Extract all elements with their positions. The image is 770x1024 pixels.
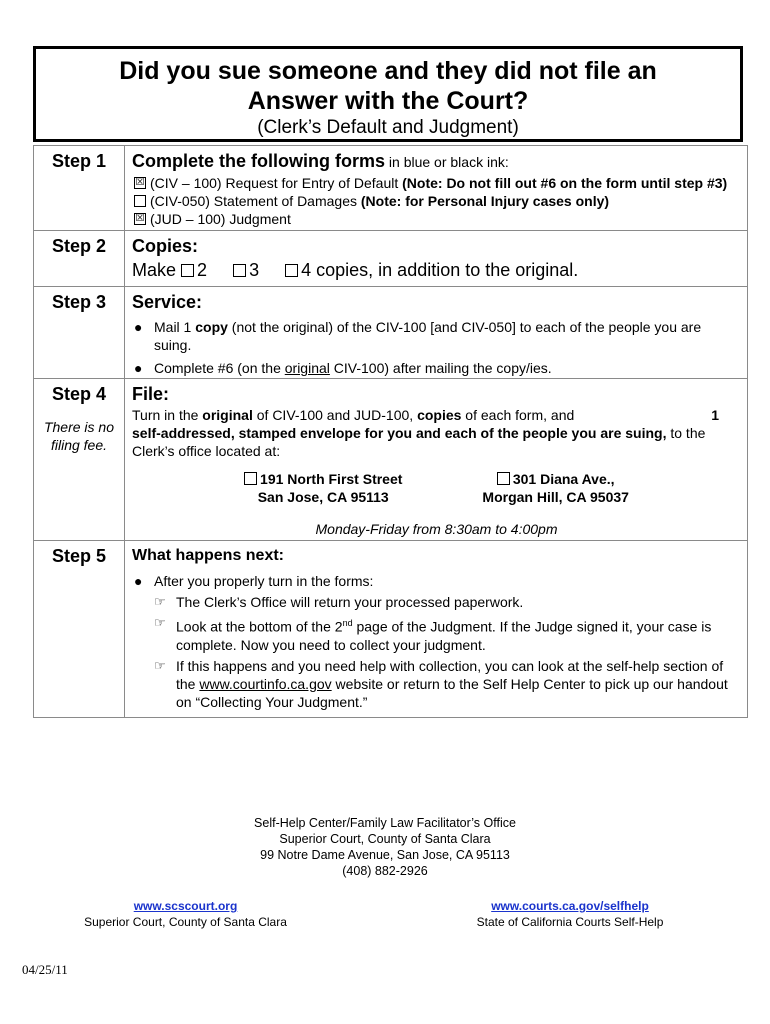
court-name: Superior Court, County of Santa Clara xyxy=(279,832,491,846)
office-hours: Monday-Friday from 8:30am to 4:00pm xyxy=(315,521,558,537)
copies-2-checkbox[interactable] xyxy=(181,264,194,277)
bullet-icon: ● xyxy=(134,319,143,335)
no-fee-note: There is no filing fee. xyxy=(43,419,115,453)
step-1-label: Step 1 xyxy=(51,151,107,171)
pointing-hand-icon: ☞ xyxy=(154,594,166,609)
form-item-jud100: ☒ (JUD – 100) Judgment xyxy=(135,211,291,227)
pointing-hand-icon: ☞ xyxy=(154,615,166,630)
courts-selfhelp-link[interactable]: www.courts.ca.gov/selfhelp xyxy=(491,899,649,913)
copies-3-checkbox[interactable] xyxy=(233,264,246,277)
step-5-heading: What happens next: xyxy=(132,547,285,564)
page-title-line-1: Did you sue someone and they did not file an xyxy=(119,57,657,85)
step-2-heading: Copies: xyxy=(132,236,199,256)
step-1-row xyxy=(34,146,748,231)
step-5-row xyxy=(34,541,748,718)
list-item: ☞ Look at the bottom of the 2nd page of the Judgment. If the Judge signed it, your case is complete. Now you need to collect your judgment. xyxy=(154,615,712,653)
form-item-civ100: ☒ (CIV – 100) Request for Entry of Default (Note: Do not fill out #6 on the form until step #3) xyxy=(135,175,728,191)
address-san-jose: 191 North First Street San Jose, CA 95113 xyxy=(244,470,402,506)
revision-date: 04/25/11 xyxy=(22,962,68,977)
step-4-heading: File: xyxy=(132,384,170,404)
step-5-label: Step 5 xyxy=(51,546,107,566)
footer-link-left xyxy=(68,898,303,930)
checked-box-icon[interactable]: ☒ xyxy=(135,177,145,188)
footer-link-right xyxy=(455,898,685,930)
page-title-line-2: Answer with the Court? xyxy=(247,87,529,115)
steps-table xyxy=(33,145,748,718)
copies-4-checkbox[interactable] xyxy=(285,264,298,277)
page-subtitle: (Clerk’s Default and Judgment) xyxy=(257,117,519,138)
list-item: ● After you properly turn in the forms: xyxy=(134,573,374,589)
office-name: Self-Help Center/Family Law Facilitator’s Office xyxy=(254,816,516,830)
step-2-label: Step 2 xyxy=(51,236,107,256)
courts-selfhelp-caption: State of California Courts Self-Help xyxy=(476,915,664,929)
address-morgan-hill: 301 Diana Ave., Morgan Hill, CA 95037 xyxy=(482,471,629,505)
bullet-icon: ● xyxy=(134,573,143,589)
clerk-addresses xyxy=(132,470,741,506)
step-3-label: Step 3 xyxy=(51,292,107,312)
title-box xyxy=(33,46,743,142)
unchecked-box-icon[interactable] xyxy=(134,195,146,207)
step-3-heading: Service: xyxy=(132,292,203,312)
copies-options: Make 2 3 4 copies, in addition to the original. xyxy=(132,260,579,280)
list-item: ● Mail 1 copy (not the original) of the CIV-100 [and CIV-050] to each of the people you are suing. xyxy=(134,319,702,353)
morgan-hill-checkbox[interactable] xyxy=(497,472,510,485)
office-address: 99 Notre Dame Avenue, San Jose, CA 95113 xyxy=(260,848,510,862)
step-4-label: Step 4 xyxy=(51,384,107,404)
file-instructions: Turn in the original of CIV-100 and JUD-100, copies of each form, and 1 self-addressed, stamped envelope for you and each of the people you are suing, to the Clerk’s office located at: xyxy=(132,407,719,459)
san-jose-checkbox[interactable] xyxy=(244,472,257,485)
office-phone: (408) 882-2926 xyxy=(342,864,428,878)
form-item-civ050: (CIV-050) Statement of Damages (Note: for Personal Injury cases only) xyxy=(132,192,741,210)
courtinfo-link[interactable]: www.courtinfo.ca.gov xyxy=(199,675,332,692)
list-item: ☞ The Clerk’s Office will return your processed paperwork. xyxy=(154,594,524,610)
scscourt-caption: Superior Court, County of Santa Clara xyxy=(84,915,287,929)
step-1-heading: Complete the following forms in blue or black ink: xyxy=(132,151,509,171)
scscourt-link[interactable]: www.scscourt.org xyxy=(133,899,238,913)
checked-box-icon[interactable]: ☒ xyxy=(135,213,145,224)
office-contact-block xyxy=(0,815,770,879)
bullet-icon: ● xyxy=(134,360,143,376)
step-4-row xyxy=(34,379,748,541)
list-item: ● Complete #6 (on the original CIV-100) after mailing the copy/ies. xyxy=(134,360,552,376)
step-2-row xyxy=(34,231,748,287)
pointing-hand-icon: ☞ xyxy=(154,657,166,673)
step-3-row xyxy=(34,287,748,379)
list-item: ☞ If this happens and you need help with collection, you can look at the self-help section of the www.courtinfo.ca.gov website or return to the Self Help Center to pick up our handout on “Collecting Your Judgment.” xyxy=(154,657,728,710)
